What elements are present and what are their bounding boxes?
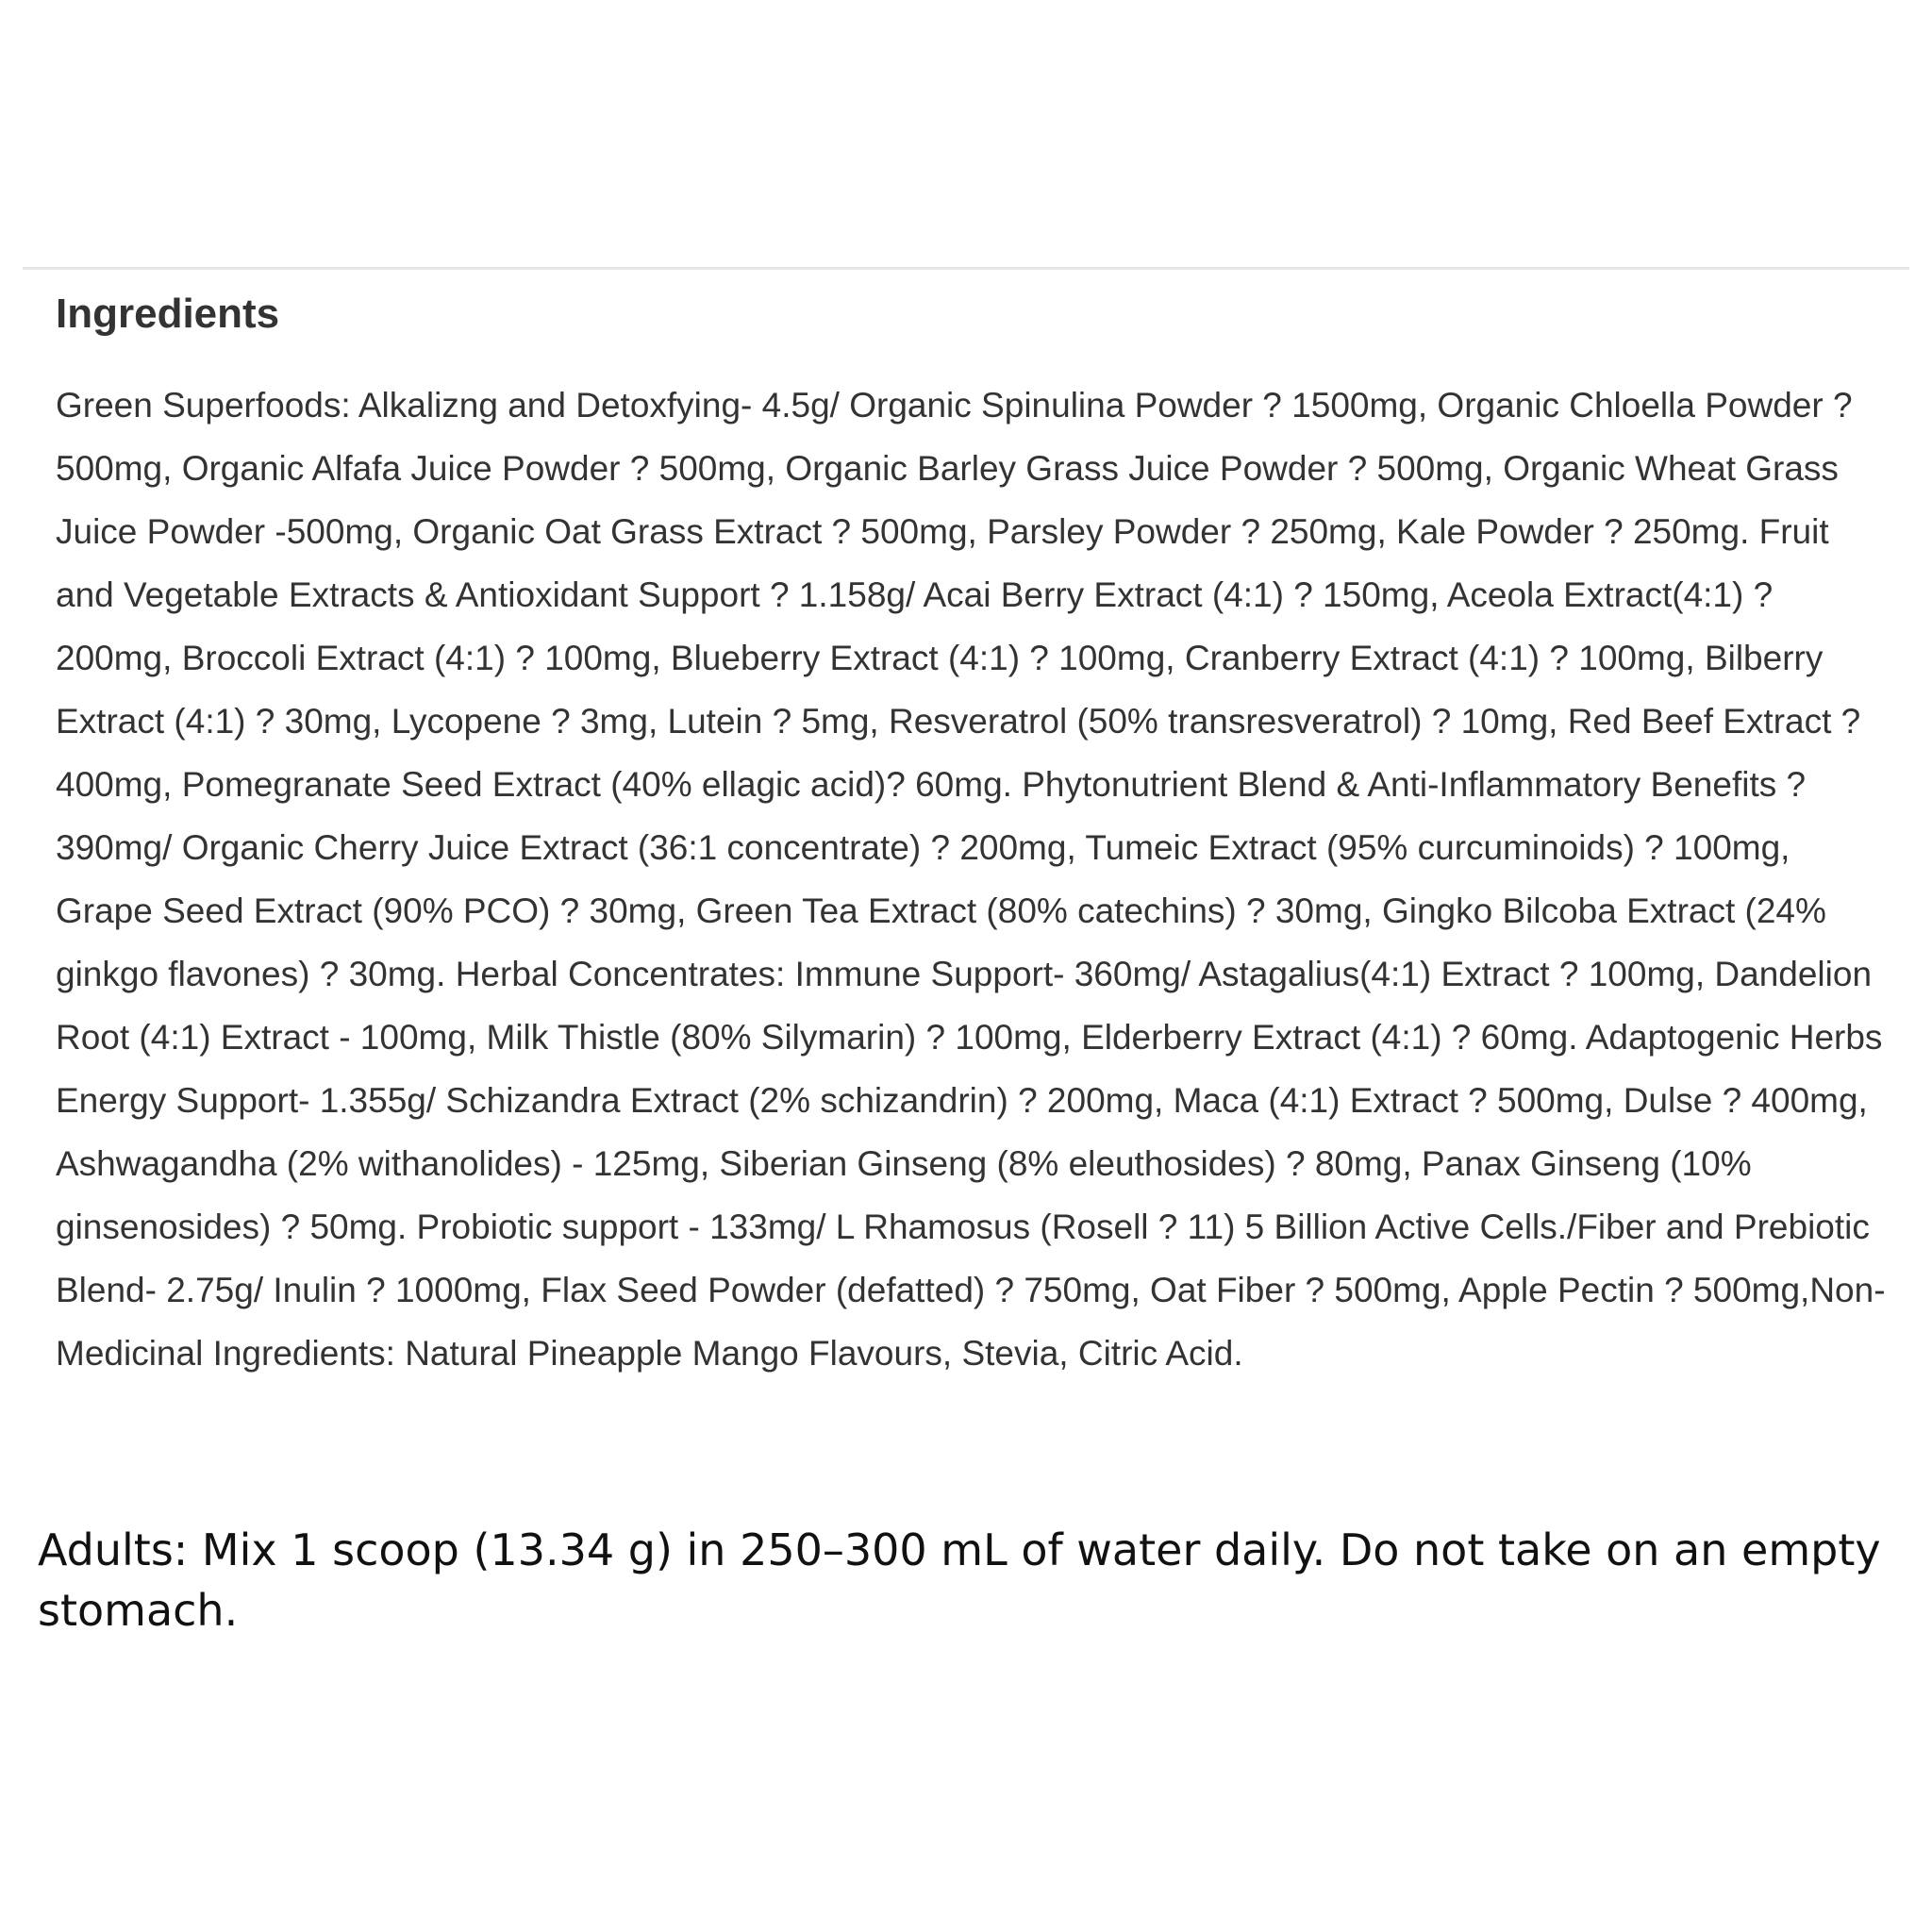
directions-text: Adults: Mix 1 scoop (13.34 g) in 250–300 mL of water daily. Do not take on an empty stomach. <box>38 1524 1881 1636</box>
ingredients-text: Green Superfoods: Alkalizng and Detoxfying- 4.5g/ Organic Spinulina Powder ? 1500mg, Organic Chloella Powder ? 500mg, Organic Alfafa Juice Powder ? 500mg, Organic Barley Grass Juice Powder ? 500mg, Organic Wheat Grass Juice Powder -500mg, Organic Oat Grass Extract ? 500mg, Parsley Powder ? 250mg, Kale Powder ? 250mg. Fruit and Vegetable Extracts & Antioxidant Support ? 1.158g/ Acai Berry Extract (4:1) ? 150mg, Aceola Extract(4:1) ? 200mg, Broccoli Extract (4:1) ? 100mg, Blueberry Extract (4:1) ? 100mg, Cranberry Extract (4:1) ? 100mg, Bilberry Extract (4:1) ? 30mg, Lycopene ? 3mg, Lutein ? 5mg, Resveratrol (50% transresveratrol) ? 10mg, Red Beef Extract ? 400mg, Pomegranate Seed Extract (40% ellagic acid)? 60mg. Phytonutrient Blend & Anti-Inflammatory Benefits ? 390mg/ Organic Cherry Juice Extract (36:1 concentrate) ? 200mg, Tumeic Extract (95% curcuminoids) ? 100mg, Grape Seed Extract (90% PCO) ? 30mg, Green Tea Extract (80% catechins) ? 30mg, Gingko Bilcoba Extract (24% ginkgo flavones) ? 30mg. Herbal Concentrates: Immune Support- 360mg/ Astagalius(4:1) Extract ? 100mg, Dandelion Root (4:1) Extract - 100mg, Milk Thistle (80% Silymarin) ? 100mg, Elderberry Extract (4:1) ? 60mg. Adaptogenic Herbs Energy Support- 1.355g/ Schizandra Extract (2% schizandrin) ? 200mg, Maca (4:1) Extract ? 500mg, Dulse ? 400mg, Ashwagandha (2% withanolides) - 125mg, Siberian Ginseng (8% eleuthosides) ? 80mg, Panax Ginseng (10% ginsenosides) ? 50mg. Probiotic support - 133mg/ L Rhamosus (Rosell ? 11) 5 Billion Active Cells./Fiber and Prebiotic Blend- 2.75g/ Inulin ? 1000mg, Flax Seed Powder (defatted) ? 750mg, Oat Fiber ? 500mg, Apple Pectin ? 500mg,Non- Medicinal Ingredients: Natural Pineapple Mango Flavours, Stevia, Citric Acid. <box>56 386 1886 1373</box>
ingredients-heading: Ingredients <box>56 291 280 337</box>
section-divider <box>23 267 1909 270</box>
